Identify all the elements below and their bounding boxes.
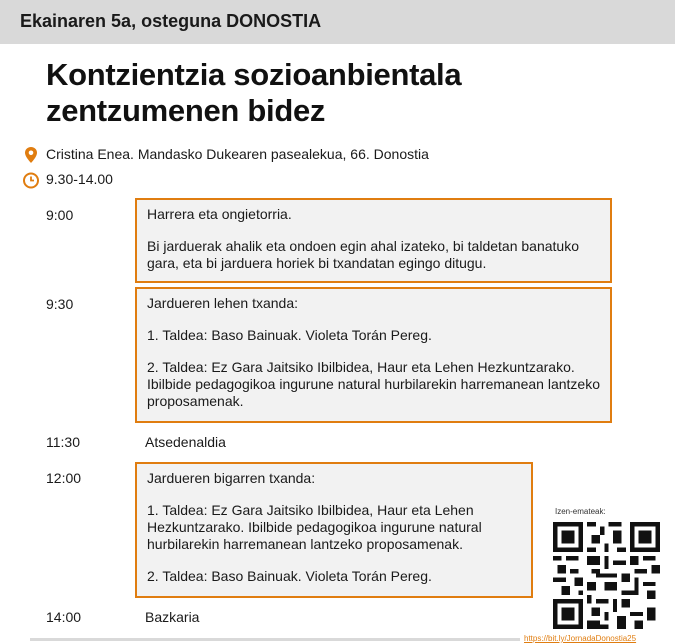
title-line-2: zentzumenen bidez [46, 93, 326, 128]
block-text: 1. Taldea: Baso Bainuak. Violeta Torán Pereg. [147, 327, 432, 343]
qr-code[interactable] [553, 522, 660, 629]
hours-text: 9.30-14.00 [46, 171, 113, 187]
schedule-time: 12:00 [46, 470, 82, 486]
registration-label: Izen-emateak: [555, 507, 606, 516]
block-text: Jardueren lehen txanda: [147, 295, 298, 311]
registration-link[interactable]: https://bit.ly/JornadaDonostia25 [524, 634, 637, 643]
header-bar [0, 0, 675, 44]
schedule-block-second-round [135, 462, 533, 598]
schedule-time: 9:30 [46, 296, 74, 312]
schedule-lunch: Bazkaria [145, 609, 200, 625]
block-text: 1. Taldea: Ez Gara Jaitsiko Ibilbidea, Haur eta Lehen Hezkuntzarako. Ibilbide pedagogikoa ingurune natural hurbilarekin harremanean lantzeko proposamenak. [147, 502, 482, 552]
location-pin-icon [22, 146, 40, 164]
schedule-time: 14:00 [46, 609, 82, 625]
location-text: Cristina Enea. Mandasko Dukearen pasealekua, 66. Donostia [46, 146, 429, 162]
clock-icon [22, 171, 40, 189]
block-text: Harrera eta ongietorria. [147, 206, 292, 222]
event-date-place: Ekainaren 5a, osteguna DONOSTIA [20, 11, 322, 31]
block-text: 2. Taldea: Ez Gara Jaitsiko Ibilbidea, Haur eta Lehen Hezkuntzarako. Ibilbide pedagogikoa ingurune natural hurbilarekin harremanean lantzeko proposamenak. [147, 359, 600, 409]
footer-divider [30, 638, 520, 641]
block-text: Jardueren bigarren txanda: [147, 470, 316, 486]
block-text: Bi jarduerak ahalik eta ondoen egin ahal izateko, bi taldetan banatuko gara, eta bi jarduera horiek bi txandatan egingo ditugu. [147, 238, 579, 271]
schedule-break: Atsedenaldia [145, 434, 226, 450]
schedule-time: 9:00 [46, 207, 74, 223]
schedule-block-welcome [135, 198, 612, 283]
schedule-time: 11:30 [46, 434, 80, 450]
title-line-1: Kontzientzia sozioanbientala [46, 57, 462, 92]
page-title [46, 57, 646, 129]
schedule-block-first-round [135, 287, 612, 423]
block-text: 2. Taldea: Baso Bainuak. Violeta Torán Pereg. [147, 568, 432, 584]
